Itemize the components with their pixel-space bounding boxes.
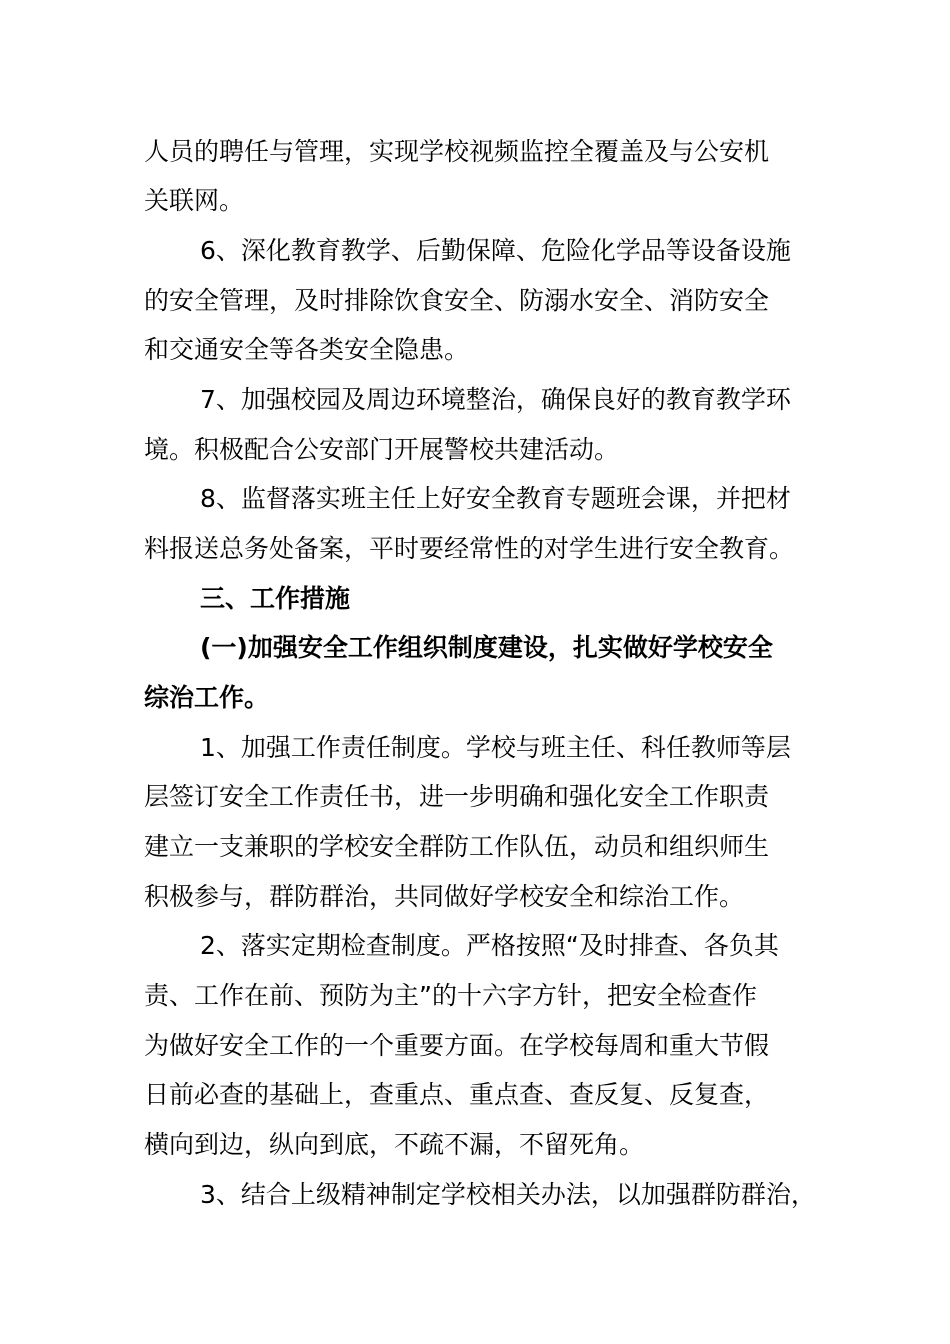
subsection-heading: (一)加强安全工作组织制度建设，扎实做好学校安全	[200, 633, 773, 662]
text-line: 料报送总务处备案，平时要经常性的对学生进行安全教育。	[144, 534, 795, 563]
text-line: 日前必查的基础上，查重点、重点查、查反复、反复查，	[144, 1080, 770, 1109]
text-line: 6、深化教育教学、后勤保障、危险化学品等设备设施	[200, 236, 791, 265]
text-line: 的安全管理，及时排除饮食安全、防溺水安全、消防安全	[144, 286, 770, 315]
text-line: 2、落实定期检查制度。严格按照“及时排查、各负其	[200, 931, 779, 960]
text-line: 和交通安全等各类安全隐患。	[144, 335, 470, 364]
section-heading: 三、工作措施	[200, 584, 351, 613]
text-line: 建立一支兼职的学校安全群防工作队伍，动员和组织师生	[144, 832, 770, 861]
text-line: 3、结合上级精神制定学校相关办法，以加强群防群治，	[200, 1180, 816, 1209]
text-line: 横向到边，纵向到底，不疏不漏，不留死角。	[144, 1130, 645, 1159]
subsection-heading: 综治工作。	[144, 683, 270, 712]
text-line: 7、加强校园及周边环境整治，确保良好的教育教学环	[200, 385, 791, 414]
text-line: 责、工作在前、预防为主”的十六字方针，把安全检查作	[144, 981, 757, 1010]
text-line: 关联网。	[144, 186, 245, 215]
text-line: 人员的聘任与管理，实现学校视频监控全覆盖及与公安机	[144, 137, 770, 166]
text-line: 1、加强工作责任制度。学校与班主任、科任教师等层	[200, 733, 791, 762]
text-line: 境。积极配合公安部门开展警校共建活动。	[144, 435, 620, 464]
text-line: 层签订安全工作责任书，进一步明确和强化安全工作职责	[144, 782, 770, 811]
text-line: 8、监督落实班主任上好安全教育专题班会课，并把材	[200, 484, 791, 513]
text-line: 积极参与，群防群治，共同做好学校安全和综治工作。	[144, 882, 745, 911]
text-line: 为做好安全工作的一个重要方面。在学校每周和重大节假	[144, 1031, 770, 1060]
